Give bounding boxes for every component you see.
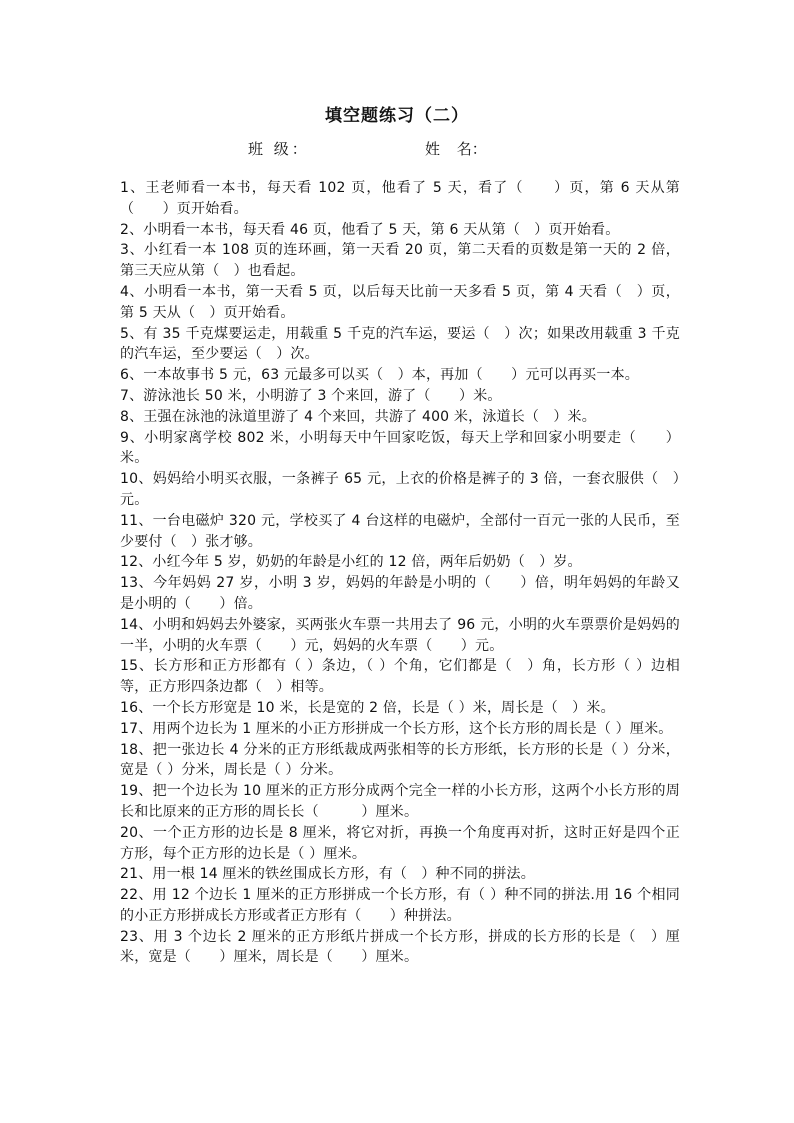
question-item: 21、用一根 14 厘米的铁丝围成长方形，有（ ）种不同的拼法。 <box>120 866 535 883</box>
question-item: 19、把一个边长为 10 厘米的正方形分成两个完全一样的小长方形，这两个小长方形的周长和比原来的正方形的周长长（ ）厘米。 <box>120 783 680 820</box>
question-item: 1、王老师看一本书，每天看 102 页，他看了 5 天，看了（ ）页，第 6 天从第（ ）页开始看。 <box>120 180 680 217</box>
question-item: 3、小红看一本 108 页的连环画，第一天看 20 页，第二天看的页数是第一天的 2 倍，第三天应从第（ ）也看起。 <box>120 242 680 280</box>
question-item: 18、把一张边长 4 分米的正方形纸裁成两张相等的长方形纸，长方形的长是（ ）分米，宽是（ ）分米，周长是（ ）分米。 <box>120 741 680 779</box>
question-item: 7、游泳池长 50 米，小明游了 3 个来回，游了（ ）米。 <box>120 387 502 404</box>
question-item: 13、今年妈妈 27 岁，小明 3 岁，妈妈的年龄是小明的（ ）倍，明年妈妈的年龄又是小明的（ ）倍。 <box>120 575 680 612</box>
name-label: 姓 名： <box>425 140 487 158</box>
question-item: 12、小红今年 5 岁，奶奶的年龄是小红的 12 倍，两年后奶奶（ ）岁。 <box>120 554 582 571</box>
question-item: 16、一个长方形宽是 10 米，长是宽的 2 倍，长是（ ）米，周长是（ ）米。 <box>120 699 615 716</box>
question-item: 4、小明看一本书，第一天看 5 页，以后每天比前一天多看 5 页，第 4 天看（ ）页，第 5 天从（ ）页开始看。 <box>120 283 680 321</box>
question-item: 20、一个正方形的边长是 8 厘米，将它对折，再换一个角度再对折，这时正好是四个正方形，每个正方形的边长是（ ）厘米。 <box>120 824 680 862</box>
question-item: 22、用 12 个边长 1 厘米的正方形拼成一个长方形，有（ ）种不同的拼法.用 16 个相同的小正方形拼成长方形或者正方形有（ ）种拼法。 <box>120 887 680 924</box>
question-list <box>120 178 680 968</box>
question-item: 9、小明家离学校 802 米，小明每天中午回家吃饭，每天上学和回家小明要走（ ）米。 <box>120 429 680 467</box>
class-label: 班 级： <box>248 140 310 158</box>
question-item: 2、小明看一本书，每天看 46 页，他看了 5 天，第 6 天从第（ ）页开始看。 <box>120 221 620 238</box>
student-info-row <box>0 138 794 160</box>
question-item: 15、长方形和正方形都有（ ）条边，（ ）个角，它们都是（ ）角，长方形（ ）边相等，正方形四条边都（ ）相等。 <box>120 658 680 696</box>
question-item: 6、一本故事书 5 元，63 元最多可以买（ ）本，再加（ ）元可以再买一本。 <box>120 367 639 384</box>
question-item: 11、一台电磁炉 320 元，学校买了 4 台这样的电磁炉，全部付一百元一张的人民币，至少要付（ ）张才够。 <box>120 512 680 550</box>
question-item: 5、有 35 千克煤要运走，用载重 5 千克的汽车运，要运（ ）次；如果改用载重 3 千克的汽车运，至少要运（ ）次。 <box>120 325 680 363</box>
page-title: 填空题练习（二） <box>325 106 469 126</box>
question-item: 8、王强在泳池的泳道里游了 4 个来回，共游了 400 米，泳道长（ ）米。 <box>120 408 596 425</box>
question-item: 23、用 3 个边长 2 厘米的正方形纸片拼成一个长方形，拼成的长方形的长是（ ）厘米，宽是（ ）厘米，周长是（ ）厘米。 <box>120 928 680 966</box>
question-item: 10、妈妈给小明买衣服，一条裤子 65 元，上衣的价格是裤子的 3 倍，一套衣服供（ ）元。 <box>120 471 680 508</box>
question-item: 17、用两个边长为 1 厘米的小正方形拼成一个长方形，这个长方形的周长是（ ）厘米。 <box>120 720 673 737</box>
question-item: 14、小明和妈妈去外婆家，买两张火车票一共用去了 96 元，小明的火车票票价是妈妈的一半，小明的火车票（ ）元，妈妈的火车票（ ）元。 <box>120 616 680 654</box>
